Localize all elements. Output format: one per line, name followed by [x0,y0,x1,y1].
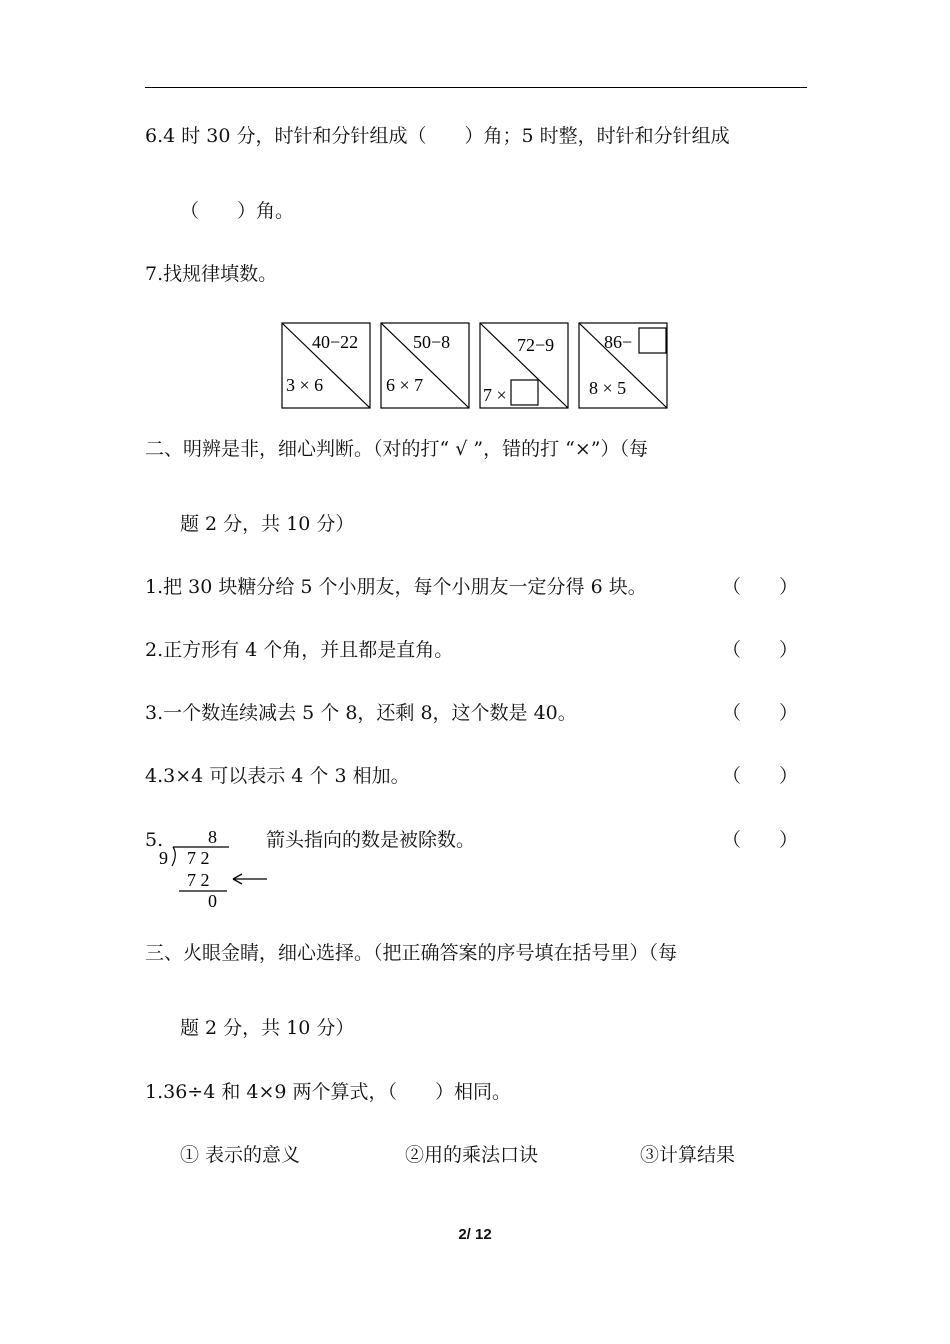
s2-item3-text: 3.一个数连续减去 5 个 8，还剩 8，这个数是 40。 [145,702,577,724]
pattern-box-3 [480,323,568,408]
division-divisor: 9 [159,848,168,868]
box2-bottom: 6 × 7 [386,375,424,395]
division-dividend: 7 2 [187,848,210,868]
s2-item2-answer[interactable]: （ ） [722,639,799,661]
box1-top: 40−22 [312,332,359,352]
s3-option-2[interactable]: ②用的乘法口诀 [405,1144,539,1166]
q7-title: 7.找规律填数。 [145,263,278,285]
pattern-boxes [281,322,671,410]
answer-blank-box[interactable] [639,328,666,353]
box2-top: 50−8 [413,332,451,352]
s3-option-3[interactable]: ③计算结果 [640,1144,736,1166]
section2-heading-line2: 题 2 分，共 10 分） [180,513,355,535]
box4-top: 86− [604,332,633,352]
s2-item2-text: 2.正方形有 4 个角，并且都是直角。 [145,639,454,661]
pattern-box-1 [282,323,370,408]
division-quotient: 8 [208,827,217,847]
box3-top: 72−9 [517,335,555,355]
box3-bottom: 7 × [483,385,507,405]
pattern-box-2 [381,323,469,408]
arrow-icon [233,874,267,884]
s2-item1-answer[interactable]: （ ） [722,576,799,598]
section3-heading-line1: 三、火眼金睛，细心选择。（把正确答案的序号填在括号里）（每 [145,942,678,964]
header-rule [145,87,807,88]
division-product: 7 2 [187,870,210,890]
pattern-box-4 [579,323,667,408]
section3-heading-line2: 题 2 分，共 10 分） [180,1017,355,1039]
page-number: 2/ 12 [458,1226,492,1243]
s2-item3-answer[interactable]: （ ） [722,702,799,724]
q6-line1: 6.4 时 30 分，时针和分针组成（ ）角；5 时整，时针和分针组成 [145,125,730,147]
box4-bottom: 8 × 5 [589,378,627,398]
s3-q1-text: 1.36÷4 和 4×9 两个算式，（ ）相同。 [145,1081,512,1103]
s2-item5-answer[interactable]: （ ） [722,829,799,851]
s2-item1-text: 1.把 30 块糖分给 5 个小朋友，每个小朋友一定分得 6 块。 [145,576,647,598]
long-division-diagram [145,826,275,912]
s2-item5-number: 5. [145,829,164,851]
q6-line2: （ ）角。 [180,200,295,222]
box1-bottom: 3 × 6 [286,375,324,395]
s2-item5-text: 箭头指向的数是被除数。 [266,829,476,851]
s2-item4-answer[interactable]: （ ） [722,765,799,787]
answer-blank-box[interactable] [511,380,538,405]
section2-heading-line1: 二、明辨是非，细心判断。（对的打“ √ ”，错的打 “×”）（每 [145,438,649,460]
division-remainder: 0 [208,891,217,911]
s2-item4-text: 4.3×4 可以表示 4 个 3 相加。 [145,765,410,787]
s3-option-1[interactable]: ① 表示的意义 [180,1144,301,1166]
